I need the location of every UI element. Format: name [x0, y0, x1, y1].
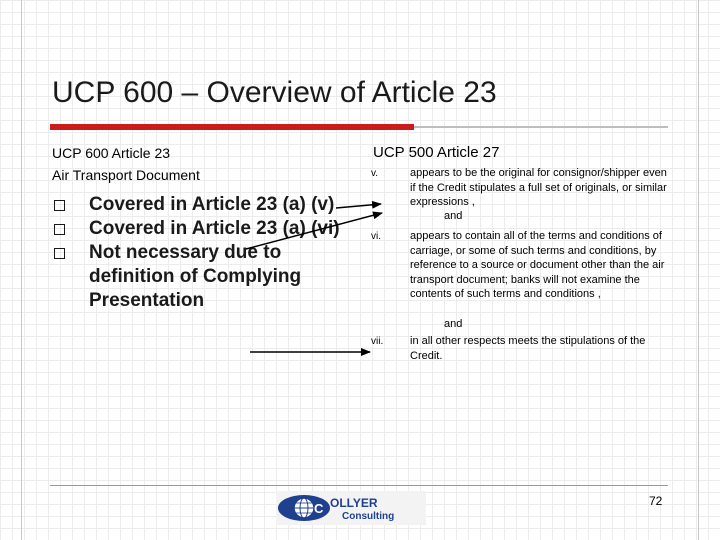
- bullet-text: Covered in Article 23 (a) (v): [89, 194, 335, 215]
- arrow-right-icon: [336, 204, 381, 208]
- clause-numeral-v: v.: [371, 168, 379, 179]
- and-connector: and: [444, 318, 463, 330]
- page-number: 72: [649, 494, 663, 508]
- logo-tagline: Consulting: [342, 511, 395, 522]
- arrow-right-icon: [246, 213, 382, 249]
- clause-text-vii: in all other respects meets the stipulations of the Credit.: [410, 335, 646, 362]
- bullet-text: Covered in Article 23 (a) (vi): [89, 218, 340, 239]
- collyer-logo: [276, 491, 426, 525]
- clause-numeral-vi: vi.: [371, 231, 381, 242]
- and-connector: and: [444, 210, 463, 222]
- logo-initial: C: [314, 501, 324, 516]
- left-heading-document: Air Transport Document: [52, 167, 200, 183]
- clause-text-v: appears to be the original for consignor/shipper even if the Credit stipulates a full set of originals, or similar expressions ,: [410, 167, 667, 209]
- clause-text-vi: appears to contain all of the terms and conditions of carriage, or some of such terms and conditions, by reference to a source or document other than the air transport document; banks will not examine the contents of such terms and conditions ,: [410, 230, 665, 301]
- footer-rule: [50, 485, 668, 486]
- bullet-text: Not necessary due to definition of Complying Presentation: [89, 242, 302, 311]
- left-heading-article: UCP 600 Article 23: [52, 145, 171, 161]
- slide-title: UCP 600 – Overview of Article 23: [52, 76, 497, 109]
- right-heading: UCP 500 Article 27: [373, 144, 500, 161]
- logo-name: OLLYER: [330, 496, 378, 510]
- clause-numeral-vii: vii.: [371, 336, 384, 347]
